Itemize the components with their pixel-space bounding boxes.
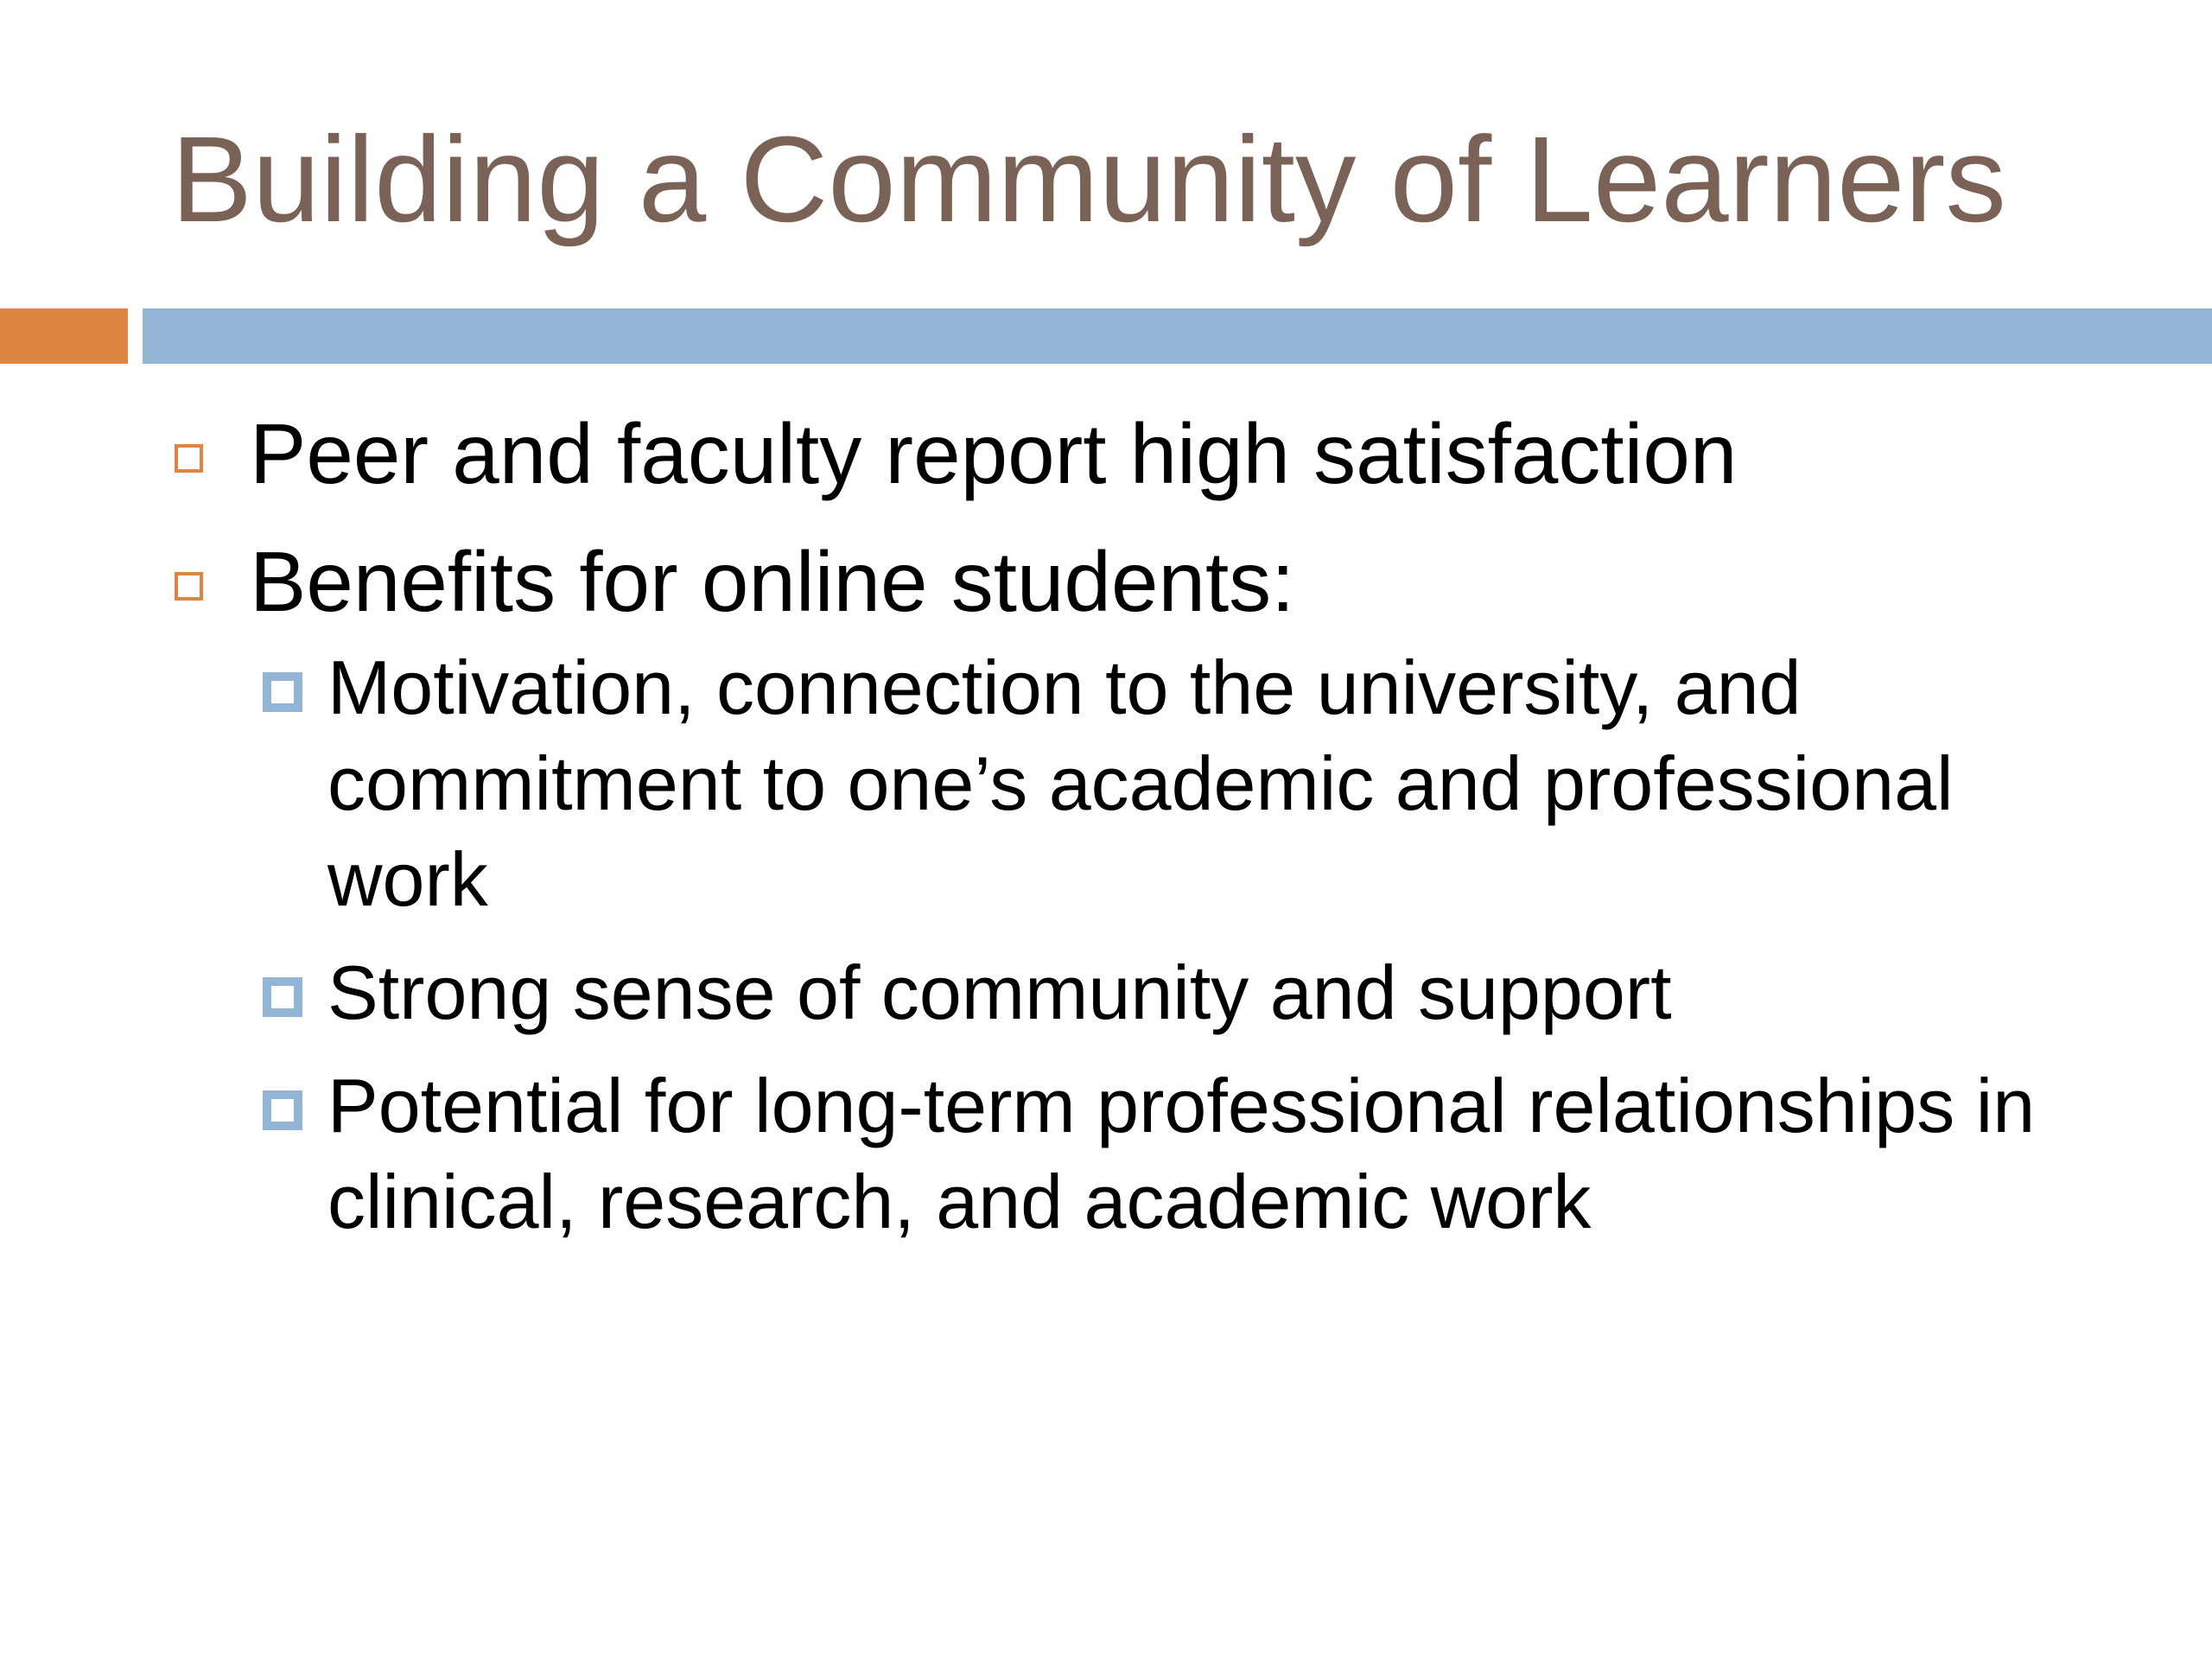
sub-bullet-item [171, 1058, 2115, 1249]
bullet-text: Peer and faculty report high satisfaction [250, 406, 1738, 501]
slide-title: Building a Community of Learners [171, 111, 2006, 247]
square-bullet-icon [263, 1090, 302, 1130]
square-bullet-icon [175, 572, 203, 601]
sub-bullet-text: Motivation, connection to the university, and commitment to one’s academic and professional work [327, 645, 1954, 922]
sub-bullet-item [171, 944, 2115, 1040]
square-bullet-icon [263, 672, 302, 712]
sub-bullet-text: Potential for long-term professional relationships in clinical, research, and academic work [327, 1063, 2036, 1244]
accent-bar-orange [0, 308, 128, 364]
square-bullet-icon [263, 977, 302, 1017]
bullet-text: Benefits for online students: [250, 534, 1295, 629]
sub-bullet-item [171, 639, 2115, 927]
accent-bar-blue [143, 308, 2212, 364]
bullet-item [171, 399, 2115, 508]
sub-bullet-list [250, 639, 2115, 1249]
square-bullet-icon [175, 444, 203, 473]
bullet-list [171, 399, 2115, 1268]
sub-bullet-text: Strong sense of community and support [327, 950, 1672, 1035]
bullet-item [171, 527, 2115, 1249]
